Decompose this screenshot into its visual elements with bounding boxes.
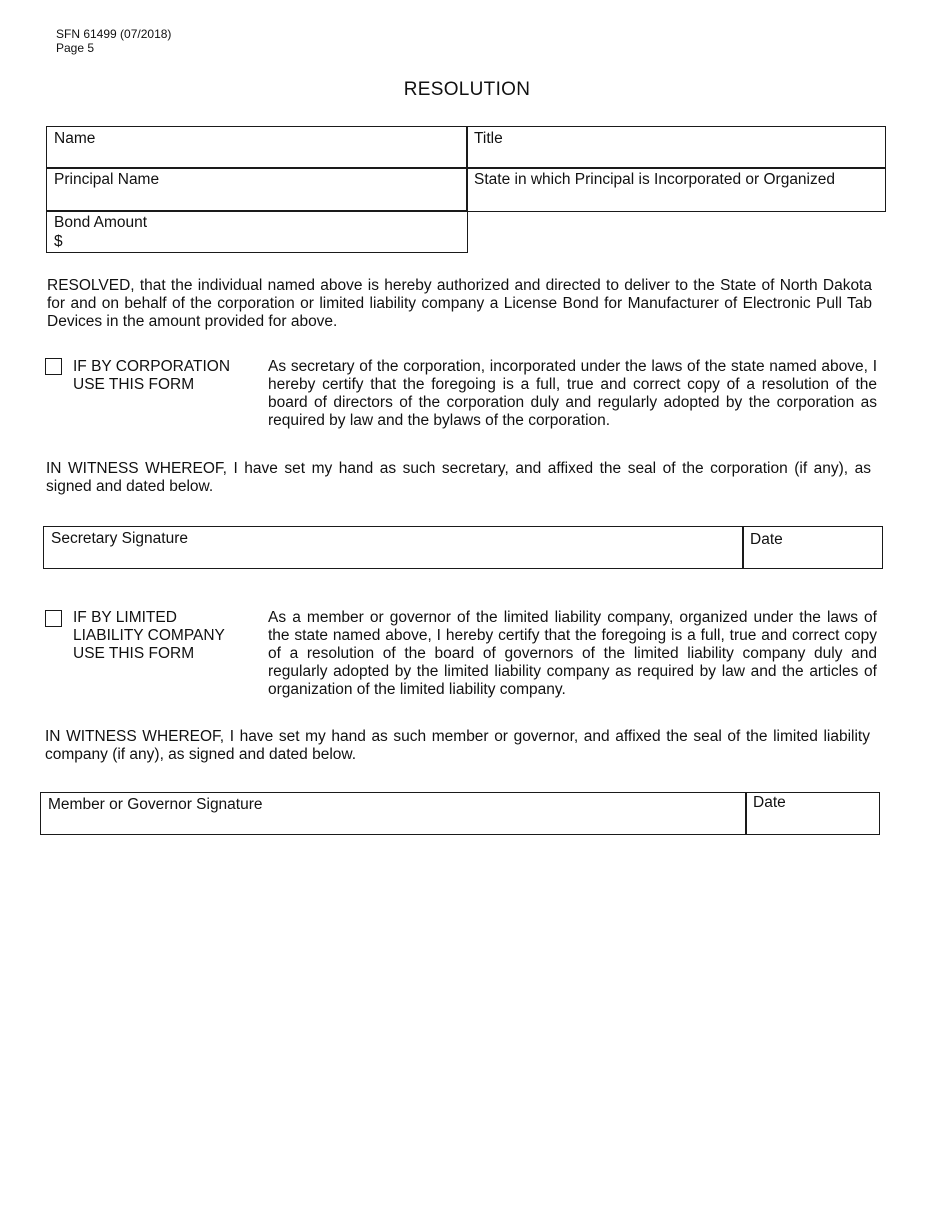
form-number: SFN 61499 (07/2018) — [56, 27, 172, 41]
name-field-label: Name — [54, 130, 96, 147]
member-signature-cell[interactable] — [40, 792, 747, 835]
llc-certification: As a member or governor of the limited liability company, organized under the laws of the state named above, I hereby certify that the foregoing is a full, true and correct copy of a resolution of the board of governors of the limited liability company duly and regularly adopted by the limited liability company as required by law and the articles of organization of the limited liability company. — [268, 609, 877, 698]
dollar-sign: $ — [54, 233, 63, 250]
name-field-cell[interactable] — [46, 126, 468, 169]
secretary-signature-label: Secretary Signature — [51, 530, 188, 547]
state-field-label: State in which Principal is Incorporated or Organized — [474, 171, 835, 188]
bond-amount-input[interactable] — [67, 232, 460, 251]
principal-name-field-cell[interactable] — [46, 167, 468, 212]
llc-checkbox[interactable] — [45, 610, 62, 627]
principal-name-input[interactable] — [54, 189, 460, 208]
title-field-cell[interactable] — [466, 126, 886, 169]
state-input[interactable] — [474, 189, 878, 208]
state-field-cell[interactable] — [466, 167, 886, 212]
title-input[interactable] — [474, 148, 878, 167]
title-field-label: Title — [474, 130, 503, 147]
corporation-option-line2: USE THIS FORM — [73, 376, 195, 393]
secretary-date-cell[interactable] — [742, 526, 883, 569]
member-date-label: Date — [753, 794, 786, 811]
bond-amount-row — [54, 232, 460, 251]
secretary-date-label: Date — [750, 531, 783, 548]
bond-amount-field-label: Bond Amount — [54, 214, 148, 231]
page-number: Page 5 — [56, 41, 95, 55]
member-date-cell[interactable] — [745, 792, 880, 835]
llc-option-label — [73, 609, 253, 663]
llc-option-line1: IF BY LIMITED — [73, 609, 177, 626]
corporation-option-line1: IF BY CORPORATION — [73, 358, 231, 375]
corporation-option-label — [73, 358, 253, 394]
llc-option-line3: USE THIS FORM — [73, 645, 195, 662]
corporation-certification: As secretary of the corporation, incorporated under the laws of the state named above, I hereby certify that the foregoing is a full, true and correct copy of a resolution of the board of directors of the corporation duly and regularly adopted by the corporation as required by law and the bylaws of the corporation. — [268, 358, 877, 429]
page-title: RESOLUTION — [403, 79, 531, 100]
form-number-header — [56, 27, 171, 55]
corporation-witness: IN WITNESS WHEREOF, I have set my hand as such secretary, and affixed the seal of the corporation (if any), as signed and dated below. — [46, 460, 871, 495]
resolved-paragraph: RESOLVED, that the individual named above is hereby authorized and directed to deliver to the State of North Dakota for and on behalf of the corporation or limited liability company a License Bond for Manufacturer of Electronic Pull Tab Devices in the amount provided for above. — [47, 277, 872, 330]
secretary-signature-cell[interactable] — [43, 526, 744, 569]
principal-name-field-label: Principal Name — [54, 171, 160, 188]
llc-option-line2: LIABILITY COMPANY — [73, 627, 225, 644]
member-signature-label: Member or Governor Signature — [48, 796, 263, 813]
corporation-checkbox[interactable] — [45, 358, 62, 375]
bond-amount-field-cell[interactable] — [46, 210, 468, 253]
name-input[interactable] — [54, 148, 460, 167]
llc-witness: IN WITNESS WHEREOF, I have set my hand as such member or governor, and affixed the seal of the limited liability company (if any), as signed and dated below. — [45, 728, 870, 763]
